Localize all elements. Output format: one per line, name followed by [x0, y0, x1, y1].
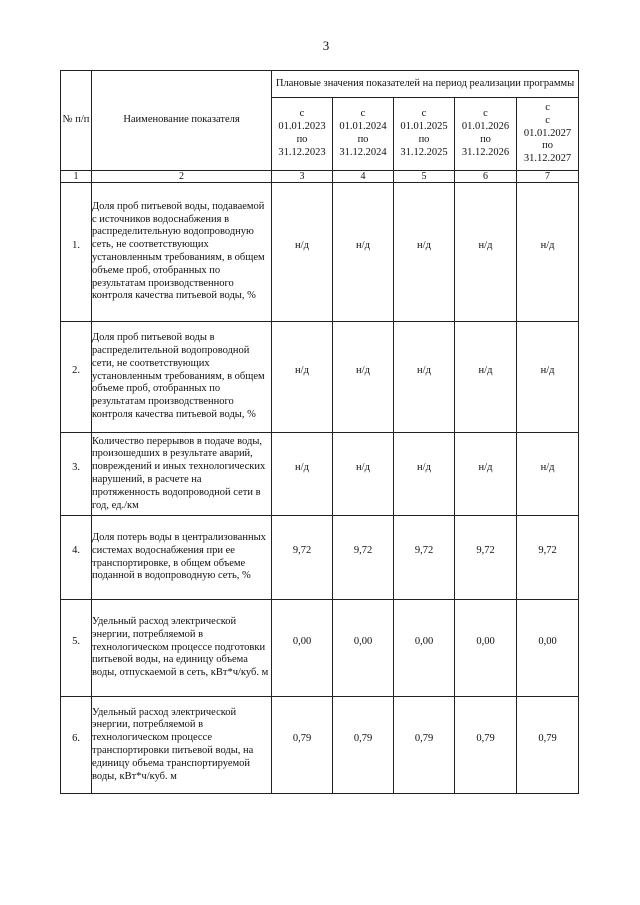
- indicator-name: Удельный расход электрической энергии, потребляемой в технологическом процессе подготовки питьевой воды, на единицу объема воды, отпускаемой в сеть, кВт*ч/куб. м: [92, 600, 272, 697]
- period-line: 01.01.2026: [461, 121, 510, 133]
- indicator-value: [333, 600, 394, 697]
- indicator-value-text: н/д: [478, 239, 493, 251]
- period-line: с: [545, 114, 550, 126]
- indicator-value-text: 0,79: [353, 732, 373, 744]
- indicator-value: [272, 433, 333, 516]
- indicator-value: [455, 322, 517, 433]
- period-line: 31.12.2025: [400, 146, 448, 158]
- indicator-value-text: 9,72: [292, 545, 312, 557]
- period-line: по: [418, 134, 430, 145]
- column-number-7: 7: [517, 171, 579, 183]
- indicator-value: [517, 322, 579, 433]
- indicator-value: [272, 516, 333, 600]
- period-line: с: [360, 108, 366, 120]
- row-index: [61, 433, 92, 516]
- indicator-value-text: 0,00: [476, 635, 495, 647]
- indicator-value-text: 0,00: [353, 635, 373, 647]
- indicator-value: [394, 516, 455, 600]
- indicator-name: Доля потерь воды в централизованных системах водоснабжения при ее транспортировке, в общем объеме поданной в водопроводную сеть, %: [92, 516, 272, 600]
- indicator-value: [272, 697, 333, 794]
- indicator-value: [455, 697, 517, 794]
- indicator-value-text: н/д: [295, 239, 309, 251]
- period-line: 01.01.2025: [400, 121, 448, 133]
- period-line: 01.01.2023: [278, 121, 326, 133]
- indicator-value: [394, 322, 455, 433]
- row-index-text: 1.: [72, 239, 80, 251]
- period-line: по: [480, 134, 491, 145]
- indicator-name: Количество перерывов в подаче воды, произошедших в результате аварий, повреждений и иных технологических нарушений, в расчете на протяженность водопроводной сети в год, ед./км: [92, 433, 272, 516]
- indicator-value-text: н/д: [417, 239, 431, 251]
- indicator-value-text: н/д: [356, 364, 370, 376]
- header-period-3: [394, 98, 455, 171]
- column-number-6: 6: [455, 171, 517, 183]
- indicator-value-text: 0,79: [538, 732, 557, 744]
- indicator-value: [517, 600, 579, 697]
- row-index-text: 5.: [72, 635, 80, 647]
- indicator-value-text: 9,72: [476, 545, 495, 557]
- indicator-value: [517, 183, 579, 322]
- indicator-value: [517, 697, 579, 794]
- indicator-value: [394, 697, 455, 794]
- row-index: [61, 697, 92, 794]
- indicator-value: [455, 433, 517, 516]
- indicator-name: Доля проб питьевой воды в распределительной водопроводной сети, не соответствующих установленным требованиям, в общем объеме проб, отобранных по результатам производственного контроля качества питьевой воды, %: [92, 322, 272, 433]
- period-line: 31.12.2023: [278, 146, 326, 158]
- indicator-value: [272, 183, 333, 322]
- indicator-value-text: н/д: [417, 364, 431, 376]
- indicator-value: [455, 183, 517, 322]
- header-period-4: [455, 98, 517, 171]
- indicator-value: [333, 433, 394, 516]
- indicator-value-text: н/д: [540, 461, 555, 473]
- header-period-1: [272, 98, 333, 171]
- indicator-value: [333, 697, 394, 794]
- indicator-value-text: н/д: [356, 461, 370, 473]
- period-line: по: [296, 134, 308, 145]
- indicator-value-text: 0,79: [476, 732, 495, 744]
- period-line: 31.12.2027: [523, 153, 572, 165]
- indicator-value: [333, 516, 394, 600]
- indicator-name: Удельный расход электрической энергии, потребляемой в технологическом процессе транспортировки питьевой воды, на единицу объема транспортируемой воды, кВт*ч/куб. м: [92, 697, 272, 794]
- row-index: [61, 516, 92, 600]
- indicator-value: [455, 600, 517, 697]
- column-number-2: 2: [92, 171, 272, 183]
- row-index-text: 3.: [72, 461, 80, 473]
- row-index: [61, 322, 92, 433]
- indicator-value: [517, 433, 579, 516]
- indicator-value: [333, 322, 394, 433]
- row-index-text: 6.: [72, 732, 80, 744]
- indicator-value: [394, 600, 455, 697]
- table-row: [61, 433, 579, 516]
- table-row: [61, 600, 579, 697]
- indicator-value: [333, 183, 394, 322]
- period-line: с: [421, 108, 427, 120]
- indicator-value-text: 9,72: [414, 545, 434, 557]
- table-row: [61, 697, 579, 794]
- period-line: с: [545, 102, 550, 113]
- header-indicator-name: Наименование показателя: [92, 71, 272, 171]
- indicator-value-text: н/д: [295, 461, 309, 473]
- period-line: 31.12.2026: [461, 146, 510, 158]
- period-line: 01.01.2027: [523, 127, 572, 139]
- indicator-value-text: 9,72: [538, 545, 557, 557]
- header-number: № п/п: [61, 71, 92, 171]
- period-line: с: [483, 108, 488, 120]
- column-number-1: 1: [61, 171, 92, 183]
- indicator-value: [272, 600, 333, 697]
- column-numbers-row: [61, 171, 579, 183]
- row-index: [61, 183, 92, 322]
- indicator-value: [517, 516, 579, 600]
- period-line: с: [299, 108, 305, 120]
- indicator-value-text: н/д: [478, 461, 493, 473]
- column-number-4: 4: [333, 171, 394, 183]
- table-row: [61, 516, 579, 600]
- indicator-value-text: 0,00: [292, 635, 312, 647]
- indicator-value-text: 9,72: [353, 545, 373, 557]
- indicator-value: [394, 183, 455, 322]
- indicator-value-text: 0,79: [414, 732, 434, 744]
- period-line: по: [542, 140, 553, 152]
- indicators-table: [60, 70, 579, 794]
- indicator-value: [455, 516, 517, 600]
- period-line: 01.01.2024: [339, 121, 387, 133]
- indicator-value: [272, 322, 333, 433]
- indicator-value-text: н/д: [356, 239, 370, 251]
- column-number-3: 3: [272, 171, 333, 183]
- indicator-value-text: 0,00: [414, 635, 434, 647]
- indicator-value-text: н/д: [417, 461, 431, 473]
- row-index-text: 2.: [72, 364, 80, 376]
- indicator-value-text: н/д: [540, 239, 555, 251]
- period-line: 31.12.2024: [339, 146, 387, 158]
- indicator-value-text: н/д: [540, 364, 555, 376]
- column-number-5: 5: [394, 171, 455, 183]
- indicator-value-text: 0,00: [538, 635, 557, 647]
- header-period-2: [333, 98, 394, 171]
- row-index-text: 4.: [72, 545, 80, 557]
- indicator-value: [394, 433, 455, 516]
- table-body: [61, 171, 579, 794]
- page-number: 3: [322, 38, 330, 53]
- header-plan-values: Плановые значения показателей на период реализации программы: [272, 71, 579, 98]
- header-period-5: [517, 98, 579, 171]
- period-line: по: [357, 134, 369, 145]
- row-index: [61, 600, 92, 697]
- table-row: [61, 322, 579, 433]
- indicator-name: Доля проб питьевой воды, подаваемой с источников водоснабжения в распределительную водопроводную сеть, не соответствующих установленным требованиям, в общем объеме проб, отобранных по результатам производственного контроля качества питьевой воды, %: [92, 183, 272, 322]
- table-row: [61, 183, 579, 322]
- indicator-value-text: н/д: [295, 364, 309, 376]
- indicator-value-text: 0,79: [292, 732, 312, 744]
- indicator-value-text: н/д: [478, 364, 493, 376]
